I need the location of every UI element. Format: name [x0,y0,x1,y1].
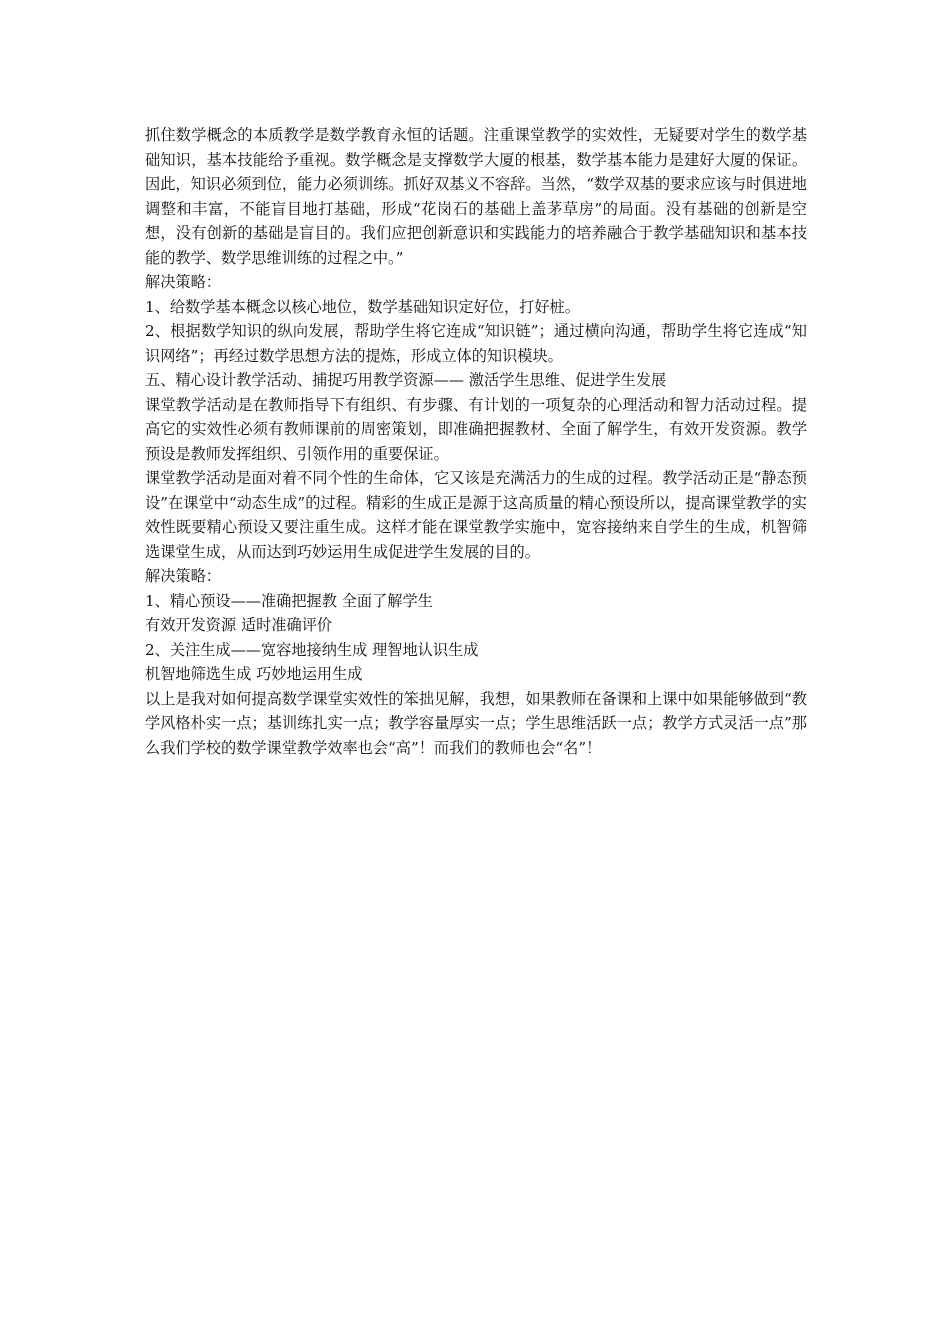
paragraph-strategy-2-2-cont: 机智地筛选生成 巧妙地运用生成 [145,665,363,683]
section-heading-five: 五、精心设计教学活动、捕捉巧用教学资源—— 激活学生思维、促进学生发展 [145,371,667,389]
paragraph-strategy-1-1: 1、给数学基本概念以核心地位，数学基础知识定好位，打好桩。 [145,297,580,316]
document-body [145,123,807,760]
paragraph-strategy-heading-1: 解决策略： [145,273,221,291]
paragraph-strategy-2-2: 2、关注生成——宽容地接纳生成 理智地认识生成 [145,640,479,659]
paragraph-core-concepts: 抓住数学概念的本质教学是数学教育永恒的话题。注重课堂教学的实效性，无疑要对学生的数学基础知识，基本技能给予重视。数学概念是支撑数学大厦的根基，数学基本能力是建好大厦的保证。因此，知识必须到位，能力必须训练。抓好双基义不容辞。当然，“数学双基的要求应该与时俱进地调整和丰富，不能盲目地打基础，形成“花岗石的基础上盖茅草房”的局面。没有基础的创新是空想，没有创新的基础是盲目的。我们应把创新意识和实践能力的培养融合于教学基础知识和基本技能的教学、数学思维训练的过程之中。” [145,126,807,267]
paragraph-strategy-1-2: 2、根据数学知识的纵向发展，帮助学生将它连成“知识链”；通过横向沟通，帮助学生将它连成“知识网络”；再经过数学思想方法的提炼，形成立体的知识模块。 [145,322,807,365]
paragraph-generation: 课堂教学活动是面对着不同个性的生命体，它又该是充满活力的生成的过程。教学活动正是“静态预设”在课堂中“动态生成”的过程。精彩的生成正是源于这高质量的精心预设所以，提高课堂教学的实效性既要精心预设又要注重生成。这样才能在课堂教学实施中，宽容接纳来自学生的生成，机智筛选课堂生成，从而达到巧妙运用生成促进学生发展的目的。 [145,469,807,561]
paragraph-strategy-2-1-cont: 有效开发资源 适时准确评价 [145,616,333,634]
paragraph-strategy-2-1: 1、精心预设——准确把握教 全面了解学生 [145,591,433,610]
paragraph-teaching-activity: 课堂教学活动是在教师指导下有组织、有步骤、有计划的一项复杂的心理活动和智力活动过程。提高它的实效性必须有教师课前的周密策划，即准确把握教材、全面了解学生，有效开发资源。教学预设是教师发挥组织、引领作用的重要保证。 [145,395,807,463]
paragraph-strategy-heading-2: 解决策略： [145,567,221,585]
paragraph-conclusion: 以上是我对如何提高数学课堂实效性的笨拙见解，我想，如果教师在备课和上课中如果能够做到“教学风格朴实一点；基训练扎实一点；教学容量厚实一点；学生思维活跃一点；教学方式灵活一点”那么我们学校的数学课堂教学效率也会“高”！而我们的教师也会“名”！ [145,689,807,757]
